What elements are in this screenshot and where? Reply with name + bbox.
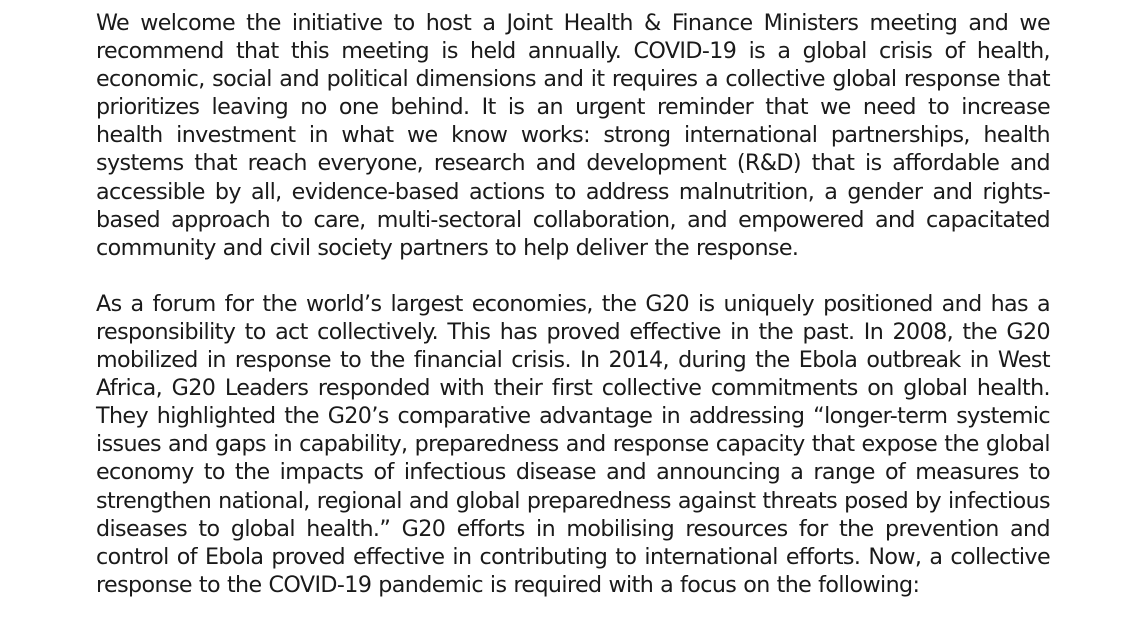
document-body [96,9,1050,599]
paragraph-g20-collective-response: As a forum for the world’s largest economies, the G20 is uniquely positioned and has a responsibility to act collectively. This has proved effective in the past. In 2008, the G20 mobilized in response to the financial crisis. In 2014, during the Ebola outbreak in West Africa, G20 Leaders responded with their first collective commitments on global health. They highlighted the G20’s comparative advantage in addressing “longer-term systemic issues and gaps in capability, preparedness and response capacity that expose the global economy to the impacts of infectious disease and announcing a range of measures to strengthen national, regional and global preparedness against threats posed by infectious diseases to global health.” G20 efforts in mobilising resources for the prevention and control of Ebola proved effective in contributing to international efforts. Now, a collective response to the COVID-19 pandemic is required with a focus on the following: [96,290,1050,598]
paragraph-joint-ministers-meeting: We welcome the initiative to host a Joint Health & Finance Ministers meeting and we recommend that this meeting is held annually. COVID-19 is a global crisis of health, economic, social and political dimensions and it requires a collective global response that prioritizes leaving no one behind. It is an urgent reminder that we need to increase health investment in what we know works: strong international partnerships, health systems that reach everyone, research and development (R&D) that is affordable and accessible by all, evidence-based actions to address malnutrition, a gender and rights-based approach to care, multi-sectoral collaboration, and empowered and capacitated community and civil society partners to help deliver the response. [96,10,1050,261]
